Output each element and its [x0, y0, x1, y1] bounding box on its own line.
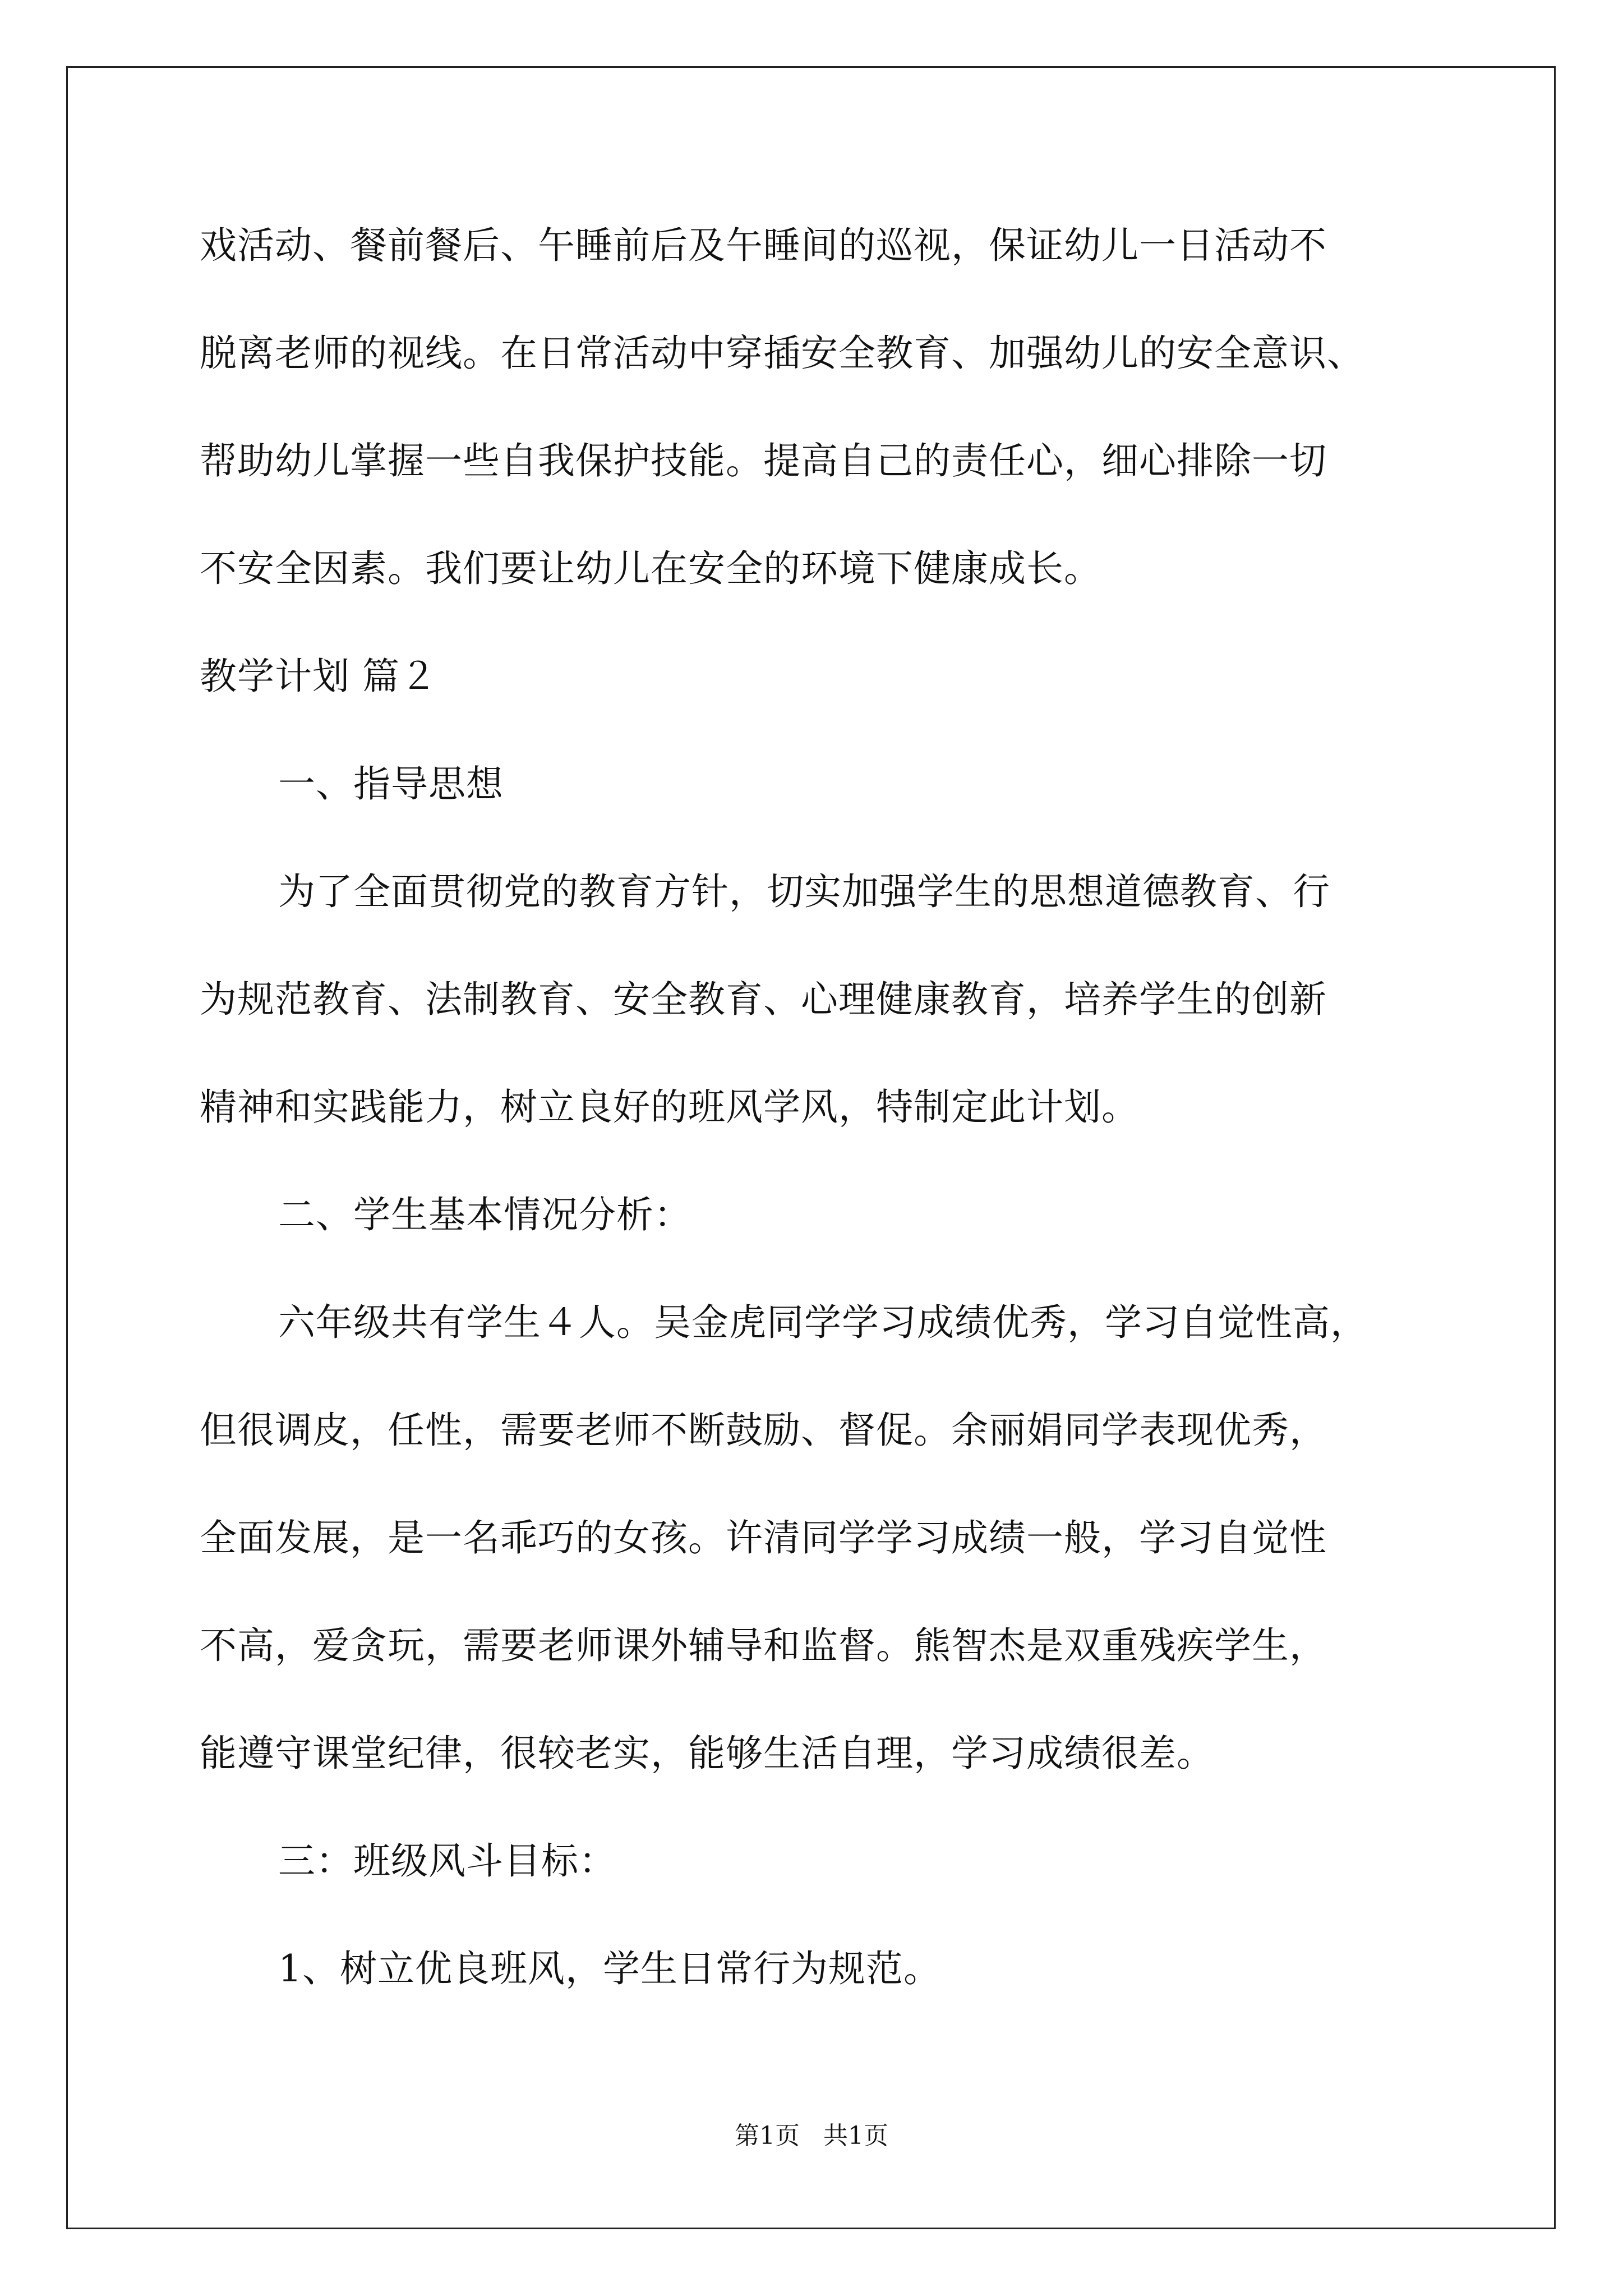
- body-text-line: 全面发展，是一名乖巧的女孩。许清同学学习成绩一般，学习自觉性: [200, 1516, 1327, 1559]
- body-text-line: 不安全因素。我们要让幼儿在安全的环境下健康成长。: [200, 547, 1101, 590]
- body-text-line: 能遵守课堂纪律，很较老实，能够生活自理，学习成绩很差。: [200, 1732, 1214, 1775]
- page-footer: 第1页 共1页: [735, 2122, 888, 2150]
- body-text-line: 戏活动、餐前餐后、午睡前后及午睡间的巡视，保证幼儿一日活动不: [200, 224, 1327, 267]
- body-text-line: 帮助幼儿掌握一些自我保护技能。提高自己的责任心，细心排除一切: [200, 439, 1327, 482]
- body-text-line: 不高，爱贪玩，需要老师课外辅导和监督。熊智杰是双重残疾学生，: [200, 1624, 1327, 1667]
- body-text-line: 为规范教育、法制教育、安全教育、心理健康教育，培养学生的创新: [200, 978, 1327, 1021]
- subsection-heading: 二、学生基本情况分析：: [278, 1193, 691, 1236]
- section-heading: 教学计划 篇２: [200, 655, 437, 698]
- page-border: [66, 66, 1556, 2229]
- subsection-heading: 三：班级风斗目标：: [278, 1839, 616, 1883]
- subsection-heading: 一、指导思想: [278, 762, 504, 806]
- body-text-line: 脱离老师的视线。在日常活动中穿插安全教育、加强幼儿的安全意识、: [200, 332, 1364, 375]
- body-text-line: 但很调皮，任性，需要老师不断鼓励、督促。余丽娟同学表现优秀，: [200, 1409, 1327, 1452]
- body-text-line: 六年级共有学生４人。吴金虎同学学习成绩优秀，学习自觉性高，: [278, 1301, 1368, 1344]
- body-text-line: 精神和实践能力，树立良好的班风学风，特制定此计划。: [200, 1085, 1139, 1129]
- body-text-line: 为了全面贯彻党的教育方针，切实加强学生的思想道德教育、行: [278, 870, 1330, 913]
- list-item: 1、树立优良班风，学生日常行为规范。: [278, 1947, 941, 1990]
